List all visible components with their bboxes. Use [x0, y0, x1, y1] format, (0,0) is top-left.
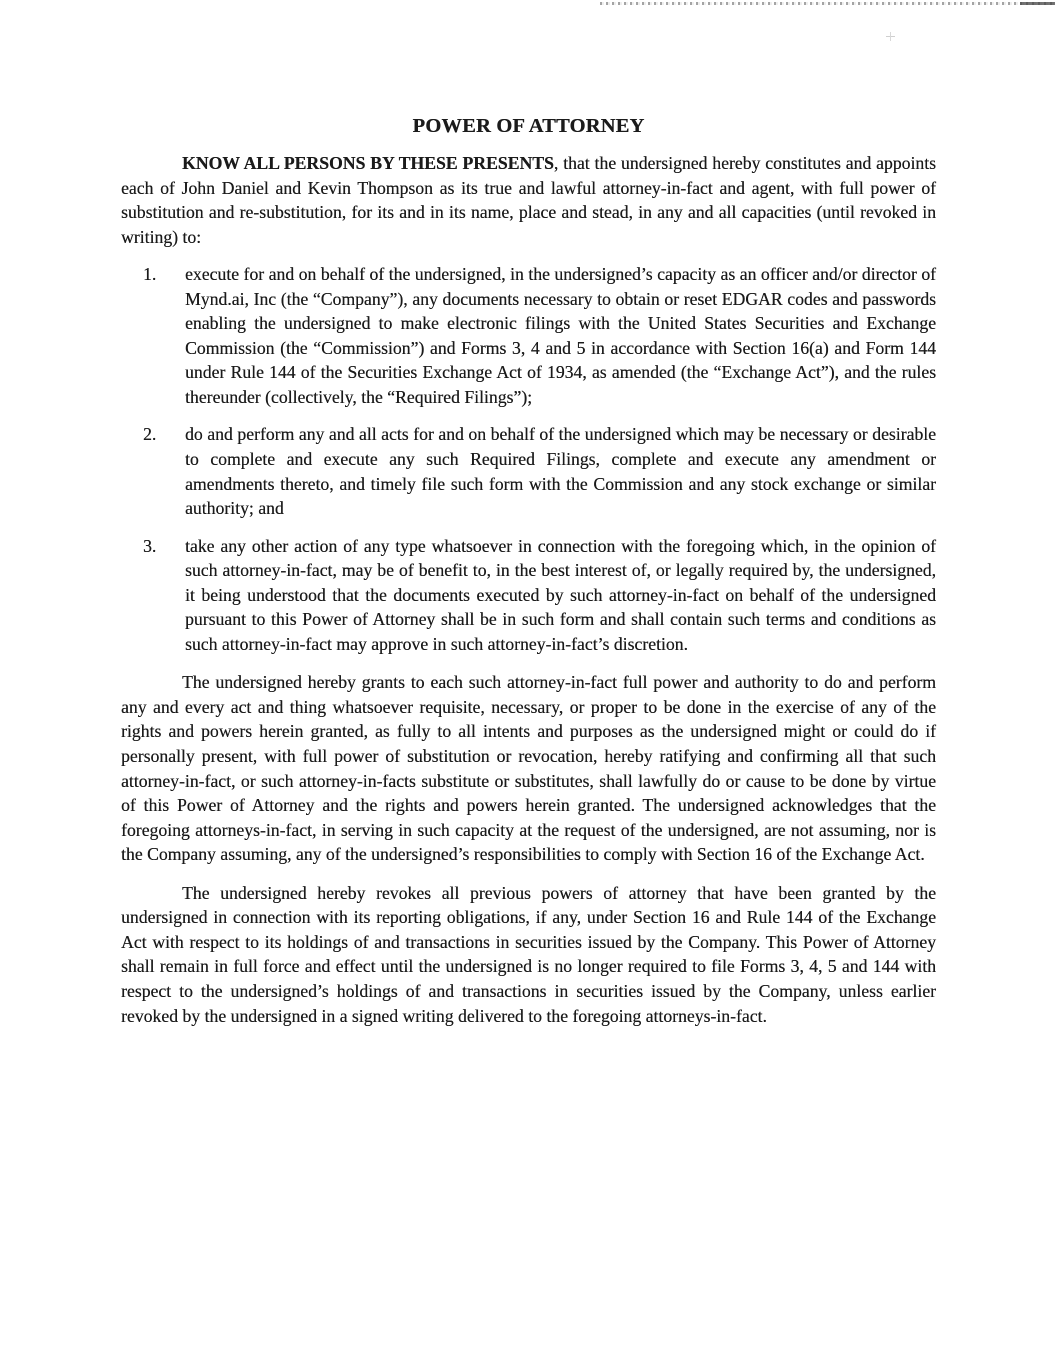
revocation-paragraph: The undersigned hereby revokes all previous powers of attorney that have been granted by the undersigned in connection with its reporting obligations, if any, under Section 16 and Rule 144 of the Exchange Act with respect to its holdings of and transactions in securities issued by the Company. This Power of Attorney shall remain in full force and effect until the undersigned is no longer required to file Forms 3, 4, 5 and 144 with respect to the undersigned’s holdings of and transactions in securities issued by the Company, unless earlier revoked by the undersigned in a signed writing delivered to the foregoing attorneys-in-fact. [121, 882, 936, 1026]
scan-artifact-dashed-line [600, 2, 1055, 5]
list-item-1-text: execute for and on behalf of the undersigned, in the undersigned’s capacity as an officer and/or director of Mynd.ai, Inc (the “Company”), any documents necessary to obtain or reset EDGAR codes and passwords enabling the undersigned to make electronic filings with the United States Securities and Exchange Commission (the “Commission”) and Forms 3, 4 and 5 in accordance with Section 16(a) and Form 144 under Rule 144 of the Securities Exchange Act of 1934, as amended (the “Exchange Act”), and the rules thereunder (collectively, the “Required Filings”); [185, 264, 936, 407]
opening-paragraph-bold-lead: KNOW ALL PERSONS BY THESE PRESENTS [182, 153, 554, 173]
enumerated-powers-list [121, 262, 936, 656]
list-item-3-text: take any other action of any type whatsoever in connection with the foregoing which, in the opinion of such attorney-in-fact, may be of benefit to, in the best interest of, or legally required by, the undersigned, it being understood that the documents executed by such attorney-in-fact on behalf of the undersigned pursuant to this Power of Attorney shall be in such form and shall contain such terms and conditions as such attorney-in-fact may approve in such attorney-in-fact’s discretion. [185, 535, 936, 654]
opening-paragraph [121, 151, 936, 249]
scan-artifact-dashed-line-end [1020, 2, 1055, 5]
list-item-1-number: 1. [143, 264, 157, 285]
grant-of-authority-paragraph: The undersigned hereby grants to each such attorney-in-fact full power and authority to do and perform any and every act and thing whatsoever requisite, necessary, or proper to be done in the exercise of any of the rights and powers herein granted, as fully to all intents and purposes as the undersigned might or could do if personally present, with full power of substitution or revocation, hereby ratifying and confirming all that such attorney-in-fact, or such attorney-in-facts substitute or substitutes, shall lawfully do or cause to be done by virtue of this Power of Attorney and the rights and powers herein granted. The undersigned acknowledges that the foregoing attorneys-in-fact, in serving in such capacity at the request of the undersigned, are not assuming, nor is the Company assuming, any of the undersigned’s responsibilities to comply with Section 16 of the Exchange Act. [121, 672, 936, 865]
document-title: POWER OF ATTORNEY [412, 115, 645, 137]
list-item-2-number: 2. [143, 424, 157, 445]
list-item-3-number: 3. [143, 535, 157, 556]
opening-paragraph-text: , that the undersigned hereby constitutes and appoints each of John Daniel and Kevin Thompson as its true and lawful attorney-in-fact and agent, with full power of substitution and re-substitution, for its and in its name, place and stead, in any and all capacities (until revoked in writing) to: [121, 153, 936, 247]
list-item-3 [121, 534, 936, 657]
list-item-1 [121, 262, 936, 409]
scan-artifact-speck [886, 32, 895, 41]
list-item-2-text: do and perform any and all acts for and on behalf of the undersigned which may be necessary or desirable to complete and execute any such Required Filings, complete and execute any amendment or amendments thereto, and timely file such form with the Commission and any stock exchange or similar authority; and [185, 424, 936, 519]
list-item-2 [121, 422, 936, 520]
